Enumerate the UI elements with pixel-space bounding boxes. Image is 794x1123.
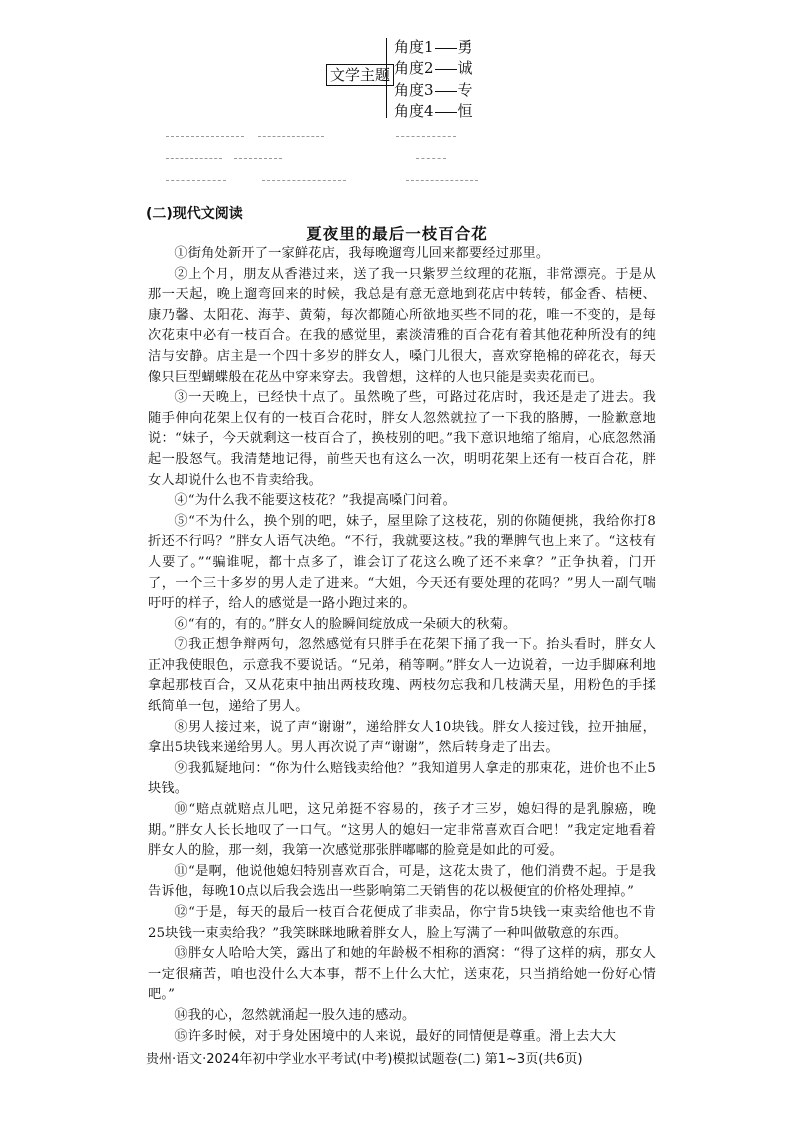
paragraph: ⑫“于是，每天的最后一枝百合花便成了非卖品，你宁肯5块钱一束卖给他也不肯25块钱一束卖给我？”我笑眯眯地瞅着胖女人，脸上写满了一种叫做敬意的东西。 xyxy=(148,905,656,941)
branch-angle: 角度4 xyxy=(394,102,434,120)
mindmap-bracket xyxy=(386,38,393,118)
mindmap-branch-1 xyxy=(394,38,473,56)
branch-dash xyxy=(435,112,457,113)
branch-dash xyxy=(435,91,457,92)
paragraph: ③一天晚上，已经快十点了。虽然晚了些，可路过花店时，我还是走了进去。我随手伸向花架上仅有的一枝百合花时，胖女人忽然就拉了一下我的胳膊，一脸歉意地说：“妹子，今天就剩这一枝百合了，换枝别的吧。”我下意识地缩了缩肩，心底忽然涌起一股怒气。我清楚地记得，前些天也有这么一次，明明花架上还有一枝百合花，胖女人却说什么也不肯卖给我。 xyxy=(148,390,656,488)
mindmap-branch-3 xyxy=(394,81,473,99)
paragraph: ⑬胖女人哈哈大笑，露出了和她的年龄极不相称的酒窝：“得了这样的病，那女人一定很痛苦，咱也没什么大本事，帮不上什么大忙，送束花，只当捎给她一份好心情吧。” xyxy=(148,946,656,1003)
answer-blank xyxy=(406,180,478,181)
answer-blank xyxy=(166,158,222,159)
answer-blank xyxy=(166,180,226,181)
paragraph: ④“为什么我不能要这枝花？”我提高嗓门问着。 xyxy=(174,493,457,509)
paragraph: ⑮许多时候，对于身处困境中的人来说，最好的同情便是尊重。滑上去大大 xyxy=(174,1028,617,1044)
article-title: 夏夜里的最后一枝百合花 xyxy=(306,225,488,243)
article-body xyxy=(148,244,656,1047)
branch-angle: 角度2 xyxy=(394,59,434,77)
paragraph: ⑧男人接过来，说了声“谢谢”，递给胖女人10块钱。胖女人接过钱，拉开抽屉，拿出5块钱来递给男人。男人再次说了声“谢谢”，然后转身走了出去。 xyxy=(148,719,656,756)
branch-angle: 角度3 xyxy=(394,81,434,99)
paragraph: ⑨我狐疑地问：“你为什么赔钱卖给他？”我知道男人拿走的那束花，进价也不止5块钱。 xyxy=(148,760,656,797)
paragraph: ⑦我正想争辩两句，忽然感觉有只胖手在花架下捅了我一下。抬头看时，胖女人正冲我使眼色，示意我不要说话。“兄弟，稍等啊。”胖女人一边说着，一边手脚麻利地拿起那枝百合，又从花束中抽出两枝玫瑰、两枝勿忘我和几枝满天星，用粉色的手揉纸简单一包，递给了男人。 xyxy=(148,637,656,715)
paragraph: ⑪“是啊，他说他媳妇特别喜欢百合，可是，这花太贵了，他们消费不起。于是我告诉他，每晚10点以后我会选出一些影响第二天销售的花以极便宜的价格处理掉。” xyxy=(148,863,656,900)
branch-value: 恒 xyxy=(457,102,473,120)
paragraph: ①街角处新开了一家鲜花店，我每晚遛弯儿回来都要经过那里。 xyxy=(174,246,550,261)
paragraph: ②上个月，朋友从香港过来，送了我一只紫罗兰纹理的花瓶，非常漂亮。于是从那一天起，晚上遛弯回来的时候，我总是有意无意地到花店中转转，郁金香、桔梗、康乃馨、太阳花、海芋、黄菊，每次都随心所欲地买些不同的花，唯一不变的，是每次花束中必有一枝百合。在我的感觉里，素淡清雅的百合花有着其他花种所没有的纯洁与安静。店主是一个四十多岁的胖女人，嗓门儿很大，喜欢穿艳棉的碎花衣，每天像只巨型蝴蝶般在花丛中穿来穿去。我曾想，这样的人也只能是卖卖花而已。 xyxy=(148,266,656,385)
paragraph: ⑩“赔点就赔点儿吧，这兄弟挺不容易的，孩子才三岁，媳妇得的是乳腺癌，晚期。”胖女人长长地叹了一口气。“这男人的媳妇一定非常喜欢百合吧！”我定定地看着胖女人的脸，那一刻，我第一次感觉那张胖嘟嘟的脸竟是如此的可爱。 xyxy=(148,802,656,859)
mindmap-branch-4 xyxy=(394,102,473,120)
section-heading: (二)现代文阅读 xyxy=(146,206,243,222)
answer-blank xyxy=(166,136,244,137)
answer-blank xyxy=(396,136,456,137)
answer-blank xyxy=(258,136,324,137)
branch-value: 诚 xyxy=(457,59,473,77)
answer-blank xyxy=(262,180,346,181)
page-footer: 贵州·语文·2024年初中学业水平考试(中考)模拟试题卷(二) 第1~3页(共6页) xyxy=(146,1052,583,1067)
branch-angle: 角度1 xyxy=(394,38,434,56)
branch-value: 勇 xyxy=(457,38,473,56)
branch-dash xyxy=(435,48,457,49)
paragraph: ⑥“有的，有的。”胖女人的脸瞬间绽放成一朵硕大的秋菊。 xyxy=(174,616,517,632)
paragraph: ⑭我的心，忽然就涌起一股久违的感动。 xyxy=(174,1007,416,1023)
answer-blank xyxy=(234,158,282,159)
paragraph: ⑤“不为什么，换个别的吧，妹子，屋里除了这枝花，别的你随便挑，我给你打8折还不行吗？”胖女人语气决绝。“不行，我就要这枝。”我的犟脾气也上来了。“这枝有人要了。”“骗谁呢，都十点多了，谁会订了花这么晚了还不来拿？”正争执着，门开了，一个三十多岁的男人走了进来。“大姐，今天还有要处理的花吗？”男人一副气喘吁吁的样子，给人的感觉是一路小跑过来的。 xyxy=(148,513,656,612)
mindmap-branch-2 xyxy=(394,59,473,77)
mindmap-root-box: 文学主题 xyxy=(326,64,394,86)
branch-value: 专 xyxy=(457,81,473,99)
answer-blank xyxy=(416,158,446,159)
branch-dash xyxy=(435,69,457,70)
theme-mindmap xyxy=(326,34,486,124)
